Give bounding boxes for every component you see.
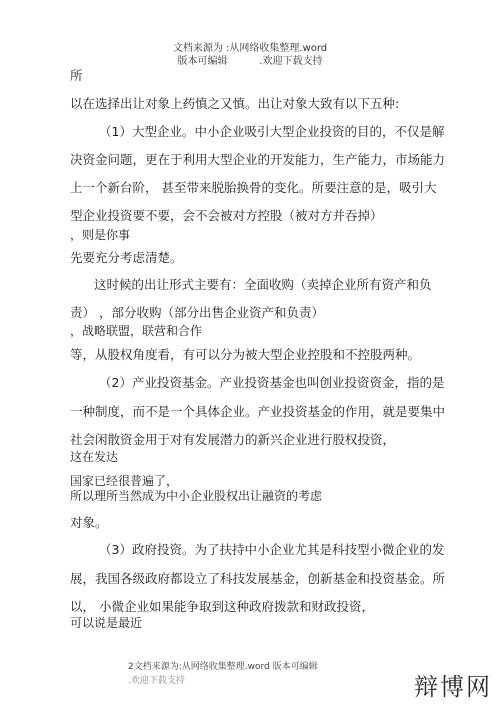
footer-line-2: .欢迎下载支持: [128, 676, 185, 686]
body-line: 决资金问题，更在于利用大型企业的开发能力，生产能力，市场能力: [70, 152, 446, 167]
body-line: ，战略联盟，联营和合作: [70, 324, 203, 338]
site-watermark-logo: 辩博网: [414, 673, 492, 701]
body-line: 这在发达: [70, 450, 119, 464]
body-line: （2）产业投资基金。产业投资基金也叫创业投资资金，指的是: [99, 375, 445, 390]
header-line-2: 版本可编辑 .欢迎下载支持: [177, 56, 323, 67]
footer-line-1: 2文档来源为:从网络收集整理.word 版本可编辑: [128, 662, 318, 672]
body-line: 这时候的出让形式主要有：全面收购（卖掉企业所有资产和负: [94, 277, 432, 292]
body-line: 对象。: [70, 515, 108, 530]
body-line: 上一个新台阶， 甚至带来脱胎换骨的变化。所要注意的是，吸引大: [70, 180, 437, 195]
body-line: 责） ，部分收购（部分出售企业资产和负责）: [70, 305, 324, 320]
body-line: 展，我国各级政府都设立了科技发展基金，创新基金和投资基金。所: [70, 571, 446, 586]
body-line: 社会闲散资金用于对有发展潜力的新兴企业进行股权投资，: [70, 432, 396, 447]
body-line: ，则是你事: [70, 228, 131, 242]
body-line: 所以理所当然成为中小企业股权出让融资的考虑: [70, 489, 323, 503]
body-line: （3）政府投资。为了扶持中小企业尤其是科技型小微企业的发: [99, 542, 445, 557]
body-line: 国家已经很普遍了，: [70, 474, 179, 488]
body-line: 先要充分考虑清楚。: [70, 250, 183, 265]
body-line: （1）大型企业。中小企业吸引大型企业投资的目的，不仅是解: [99, 124, 445, 139]
body-line: 以在选择出让对象上药慎之又慎。出让对象大致有以下五种:: [70, 96, 400, 111]
body-line: 一种制度，而不是一个具体企业。产业投资基金的作用，就是要集中: [70, 404, 446, 419]
body-line: 可以说是最近: [70, 616, 143, 630]
body-line: 以， 小微企业如果能争取到这种政府拨款和财政投资，: [70, 599, 374, 614]
header-line-1: 文档来源为 :从网络收集整理.word: [172, 43, 328, 54]
body-line: 所: [70, 68, 83, 83]
body-line: 等，从股权角度看，有可以分为被大型企业控股和不控股两种。: [70, 347, 421, 362]
body-line: 型企业投资要不要，会不会被对方控股（被对方并吞掉）: [70, 208, 383, 223]
